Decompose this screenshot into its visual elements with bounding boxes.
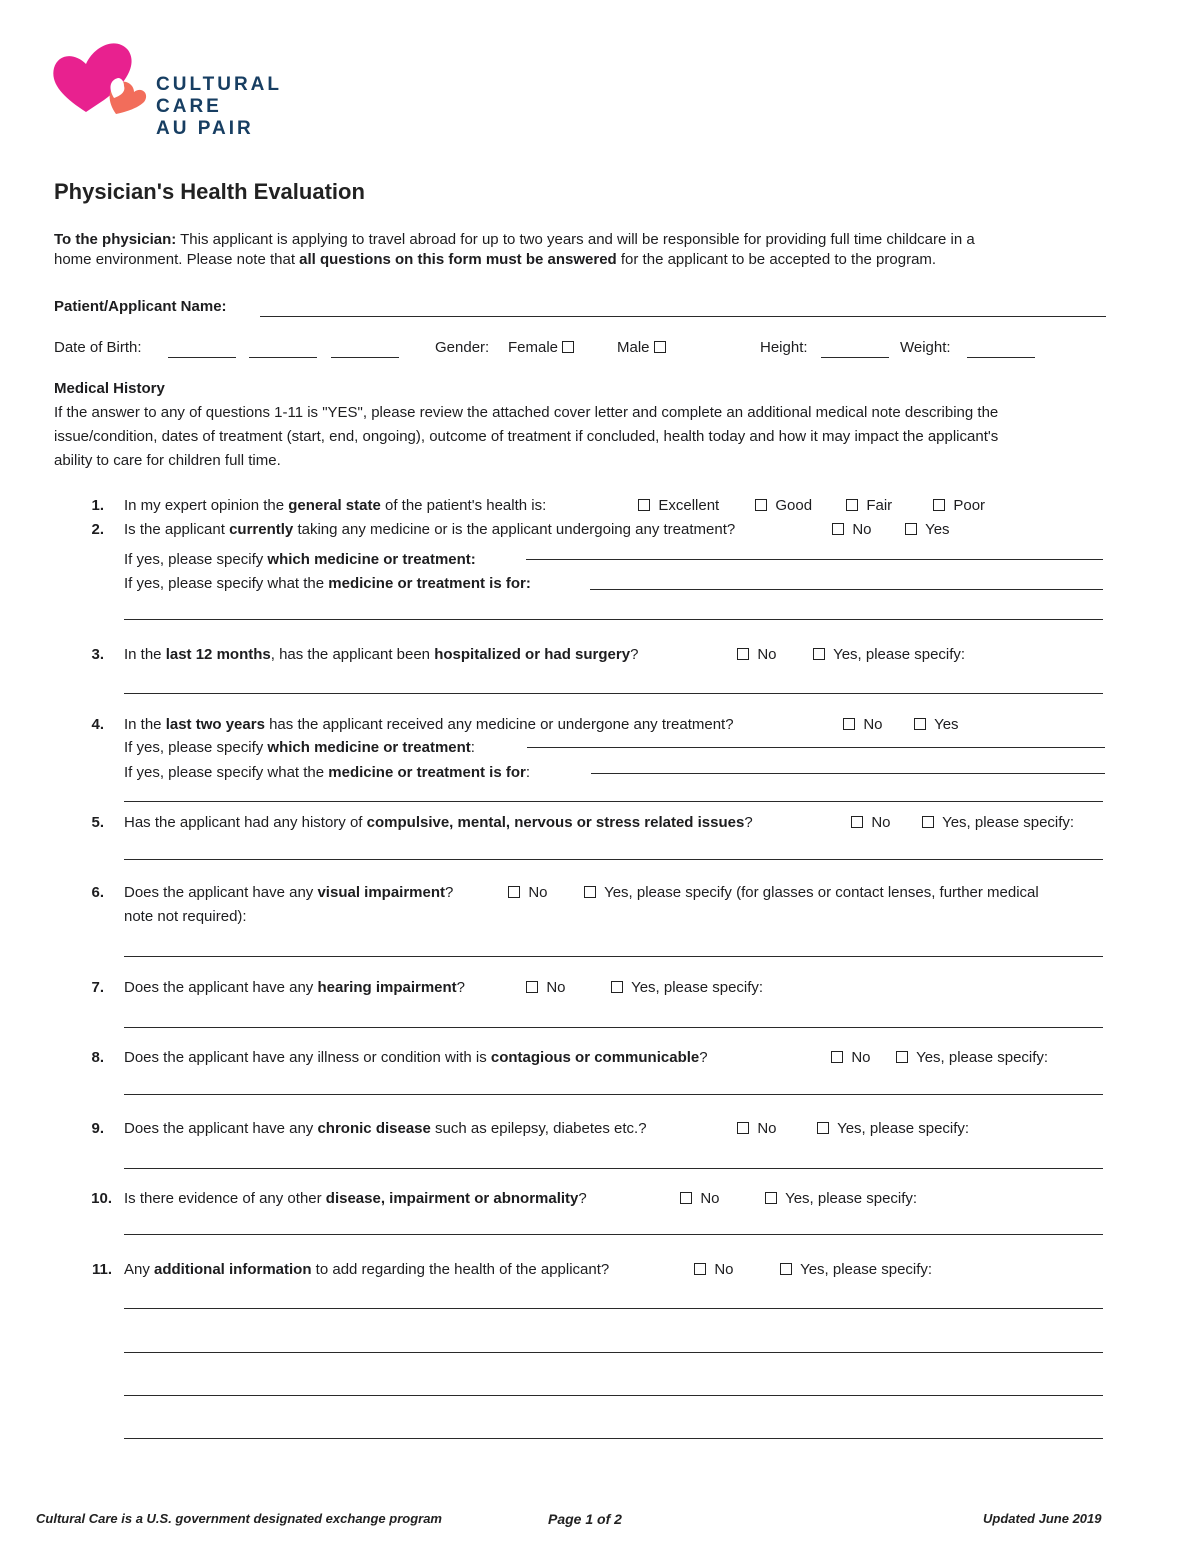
q2-no-option[interactable]: No	[832, 521, 872, 538]
q1-excellent-checkbox[interactable]	[638, 499, 650, 511]
q4-specify-which: If yes, please specify which medicine or treatment:	[124, 739, 475, 756]
q7-number: 7.	[91, 979, 104, 996]
q10-yes-checkbox[interactable]	[765, 1192, 777, 1204]
q10-number: 10.	[91, 1190, 112, 1207]
q4-number: 4.	[91, 716, 104, 733]
q11-no-checkbox[interactable]	[694, 1263, 706, 1275]
q8-no-checkbox[interactable]	[831, 1051, 843, 1063]
q1-good-checkbox[interactable]	[755, 499, 767, 511]
q6-yes-option[interactable]: Yes, please specify (for glasses or contact lenses, further medical	[584, 884, 1039, 901]
q3-number: 3.	[91, 646, 104, 663]
medical-history-p2: issue/condition, dates of treatment (start, end, ongoing), outcome of treatment if concluded, health today and how it may impact the applicant's	[54, 428, 999, 445]
q9-no-option[interactable]: No	[737, 1120, 777, 1137]
patient-name-label: Patient/Applicant Name:	[54, 298, 227, 315]
q4-text: In the last two years has the applicant received any medicine or undergone any treatment?	[124, 716, 734, 733]
q5-number: 5.	[91, 814, 104, 831]
gender-male-option[interactable]	[617, 339, 666, 356]
q11-text: Any additional information to add regarding the health of the applicant?	[124, 1261, 610, 1278]
q9-yes-option[interactable]: Yes, please specify:	[817, 1120, 969, 1137]
q3-yes-option[interactable]: Yes, please specify:	[813, 646, 965, 663]
intro-line-1	[54, 231, 975, 248]
footer-program-note: Cultural Care is a U.S. government designated exchange program	[36, 1511, 442, 1526]
q4-no-option[interactable]: No	[843, 716, 883, 733]
q10-no-checkbox[interactable]	[680, 1192, 692, 1204]
q3-no-checkbox[interactable]	[737, 648, 749, 660]
q10-yes-option[interactable]: Yes, please specify:	[765, 1190, 917, 1207]
q11-yes-option[interactable]: Yes, please specify:	[780, 1261, 932, 1278]
q3-specify-field[interactable]	[124, 693, 1103, 694]
q2-number: 2.	[91, 521, 104, 538]
q8-no-option[interactable]: No	[831, 1049, 871, 1066]
q11-specify-field-2[interactable]	[124, 1352, 1103, 1353]
patient-name-field[interactable]	[260, 316, 1106, 317]
q2-no-checkbox[interactable]	[832, 523, 844, 535]
q6-number: 6.	[91, 884, 104, 901]
q9-text: Does the applicant have any chronic disease such as epilepsy, diabetes etc.?	[124, 1120, 647, 1137]
q11-specify-field-4[interactable]	[124, 1438, 1103, 1439]
dob-field-1[interactable]	[168, 357, 236, 358]
intro-text-1: This applicant is applying to travel abroad for up to two years and will be responsible for providing full time childcare in a	[176, 231, 975, 248]
q8-number: 8.	[91, 1049, 104, 1066]
medical-history-p3: ability to care for children full time.	[54, 452, 281, 469]
q2-text: Is the applicant currently taking any medicine or is the applicant undergoing any treatment?	[124, 521, 736, 538]
gender-female-option[interactable]	[508, 339, 574, 356]
medical-history-heading: Medical History	[54, 380, 165, 397]
q5-no-checkbox[interactable]	[851, 816, 863, 828]
intro-line-2	[54, 251, 936, 268]
q1-good-option[interactable]: Good	[755, 497, 812, 514]
male-checkbox[interactable]	[654, 341, 666, 353]
q4-no-checkbox[interactable]	[843, 718, 855, 730]
q1-fair-option[interactable]: Fair	[846, 497, 892, 514]
gender-female-label: Female	[508, 339, 559, 356]
dob-field-2[interactable]	[249, 357, 317, 358]
q11-no-option[interactable]: No	[694, 1261, 734, 1278]
q2-specify-for: If yes, please specify what the medicine or treatment is for:	[124, 575, 531, 592]
q6-no-checkbox[interactable]	[508, 886, 520, 898]
q10-no-option[interactable]: No	[680, 1190, 720, 1207]
footer-updated-date: Updated June 2019	[983, 1511, 1102, 1526]
q2-specify-which: If yes, please specify which medicine or treatment:	[124, 551, 476, 568]
cultural-care-logo	[50, 38, 150, 118]
dob-label: Date of Birth:	[54, 339, 142, 356]
q11-yes-checkbox[interactable]	[780, 1263, 792, 1275]
female-checkbox[interactable]	[562, 341, 574, 353]
q5-specify-field[interactable]	[124, 859, 1103, 860]
q5-no-option[interactable]: No	[851, 814, 891, 831]
q2-which-field[interactable]	[526, 559, 1103, 560]
q7-text: Does the applicant have any hearing impairment?	[124, 979, 466, 996]
intro-text-2: home environment. Please note that	[54, 251, 300, 268]
gender-label: Gender:	[435, 339, 490, 356]
q8-text: Does the applicant have any illness or condition with is contagious or communicable?	[124, 1049, 708, 1066]
q7-specify-field[interactable]	[124, 1027, 1103, 1028]
q11-number: 11.	[91, 1261, 112, 1278]
q3-text: In the last 12 months, has the applicant been hospitalized or had surgery?	[124, 646, 639, 663]
q6-no-option[interactable]: No	[508, 884, 548, 901]
brand-line-2: CARE	[156, 96, 222, 117]
page-title: Physician's Health Evaluation	[54, 179, 365, 204]
height-label: Height:	[760, 339, 808, 356]
q1-poor-option[interactable]: Poor	[933, 497, 985, 514]
q5-yes-option[interactable]: Yes, please specify:	[922, 814, 1074, 831]
q5-text: Has the applicant had any history of compulsive, mental, nervous or stress related issues?	[124, 814, 753, 831]
q11-specify-field-3[interactable]	[124, 1395, 1103, 1396]
q1-excellent-option[interactable]: Excellent	[638, 497, 719, 514]
q6-specify-field[interactable]	[124, 956, 1103, 957]
q9-yes-checkbox[interactable]	[817, 1122, 829, 1134]
q1-poor-checkbox[interactable]	[933, 499, 945, 511]
q6-yes-checkbox[interactable]	[584, 886, 596, 898]
medical-history-p1: If the answer to any of questions 1-11 is "YES", please review the attached cover letter and complete an additional medical note describing the	[54, 404, 999, 421]
q4-for-field[interactable]	[591, 773, 1105, 774]
q8-yes-checkbox[interactable]	[896, 1051, 908, 1063]
q4-specify-for: If yes, please specify what the medicine or treatment is for:	[124, 764, 531, 781]
q1-text: In my expert opinion the general state of the patient's health is:	[124, 497, 547, 514]
q2-yes-checkbox[interactable]	[905, 523, 917, 535]
q10-text: Is there evidence of any other disease, impairment or abnormality?	[124, 1190, 587, 1207]
intro-text-3: for the applicant to be accepted to the program.	[616, 251, 937, 268]
q5-yes-checkbox[interactable]	[922, 816, 934, 828]
q2-for-field[interactable]	[590, 589, 1103, 590]
q7-yes-option[interactable]: Yes, please specify:	[611, 979, 763, 996]
dob-field-3[interactable]	[331, 357, 399, 358]
height-field[interactable]	[821, 357, 889, 358]
q11-specify-field-1[interactable]	[124, 1308, 1103, 1309]
q6-text: Does the applicant have any visual impairment?	[124, 884, 454, 901]
q1-fair-checkbox[interactable]	[846, 499, 858, 511]
q1-number: 1.	[91, 497, 104, 514]
q4-which-field[interactable]	[527, 747, 1105, 748]
intro-bold: all questions on this form must be answered	[299, 251, 617, 268]
footer-page-number: Page 1 of 2	[548, 1511, 622, 1527]
q6-text-cont: note not required):	[124, 908, 247, 925]
q9-no-checkbox[interactable]	[737, 1122, 749, 1134]
intro-label: To the physician:	[54, 231, 177, 248]
q7-no-checkbox[interactable]	[526, 981, 538, 993]
q4-extra-field[interactable]	[124, 801, 1103, 802]
weight-field[interactable]	[967, 357, 1035, 358]
q7-no-option[interactable]: No	[526, 979, 566, 996]
q8-specify-field[interactable]	[124, 1094, 1103, 1095]
gender-male-label: Male	[617, 339, 650, 356]
q4-yes-checkbox[interactable]	[914, 718, 926, 730]
q3-yes-checkbox[interactable]	[813, 648, 825, 660]
q10-specify-field[interactable]	[124, 1234, 1103, 1235]
q2-extra-field[interactable]	[124, 619, 1103, 620]
q2-yes-option[interactable]: Yes	[905, 521, 950, 538]
brand-line-1: CULTURAL	[156, 74, 283, 95]
weight-label: Weight:	[900, 339, 951, 356]
q7-yes-checkbox[interactable]	[611, 981, 623, 993]
q9-number: 9.	[91, 1120, 104, 1137]
q3-no-option[interactable]: No	[737, 646, 777, 663]
q8-yes-option[interactable]: Yes, please specify:	[896, 1049, 1048, 1066]
q4-yes-option[interactable]: Yes	[914, 716, 959, 733]
brand-line-3: AU PAIR	[156, 118, 254, 139]
q9-specify-field[interactable]	[124, 1168, 1103, 1169]
